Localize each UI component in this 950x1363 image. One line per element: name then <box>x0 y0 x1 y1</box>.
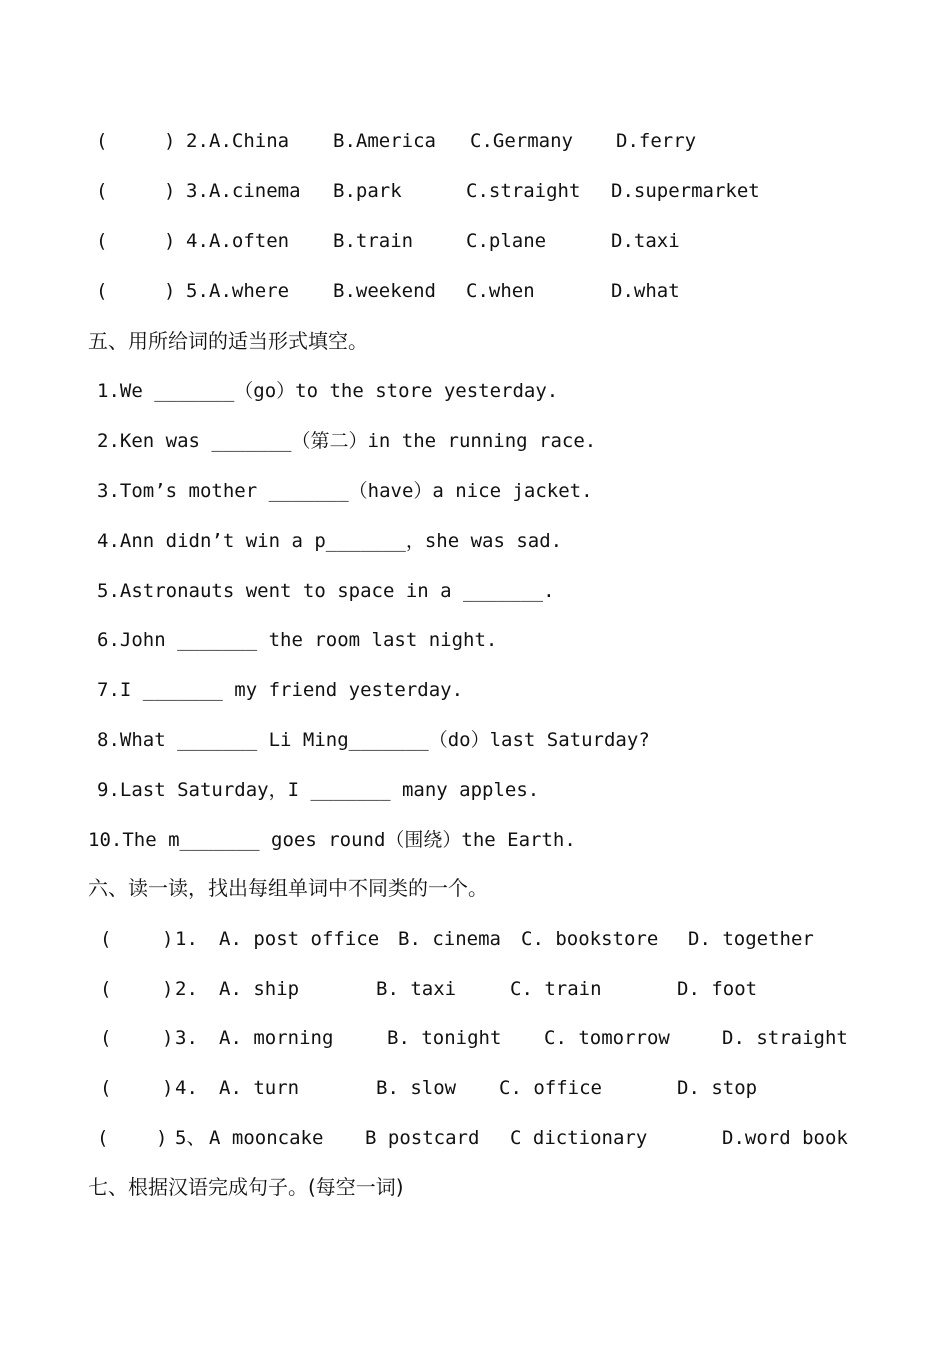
choice-row-4-2 <box>0 126 697 156</box>
answer-paren-close: ) <box>162 928 174 950</box>
fill-blank-item-8: 8.What _______ Li Ming_______（do）last Saturday? <box>97 729 650 751</box>
answer-paren-close: ) <box>156 1127 168 1149</box>
option-a: A.cinema <box>209 180 301 202</box>
answer-paren-close: ) <box>164 280 176 302</box>
fill-blank-item-4: 4.Ann didn’t win a p_______，she was sad. <box>97 530 563 552</box>
option-b: B. tonight <box>387 1027 502 1049</box>
option-b: B.train <box>333 230 414 252</box>
option-b: B. slow <box>376 1077 457 1099</box>
section-six-heading: 六、读一读，找出每组单词中不同类的一个。 <box>88 876 488 900</box>
option-a: A.where <box>209 280 290 302</box>
question-number: 5、 <box>175 1127 206 1149</box>
option-d: D. stop <box>677 1077 758 1099</box>
fill-blank-item-7: 7.I _______ my friend yesterday. <box>97 679 464 701</box>
option-c: C dictionary <box>510 1127 648 1149</box>
option-c: C.plane <box>466 230 547 252</box>
fill-blank-item-1: 1.We _______（go）to the store yesterday. <box>97 380 559 402</box>
answer-paren-close: ) <box>164 180 176 202</box>
answer-paren-close: ) <box>162 1027 174 1049</box>
answer-paren-open: ( <box>100 928 112 950</box>
fill-blank-item-3: 3.Tom’s mother _______（have）a nice jacket. <box>97 480 593 502</box>
option-a: A. morning <box>219 1027 334 1049</box>
option-b: B. taxi <box>376 978 457 1000</box>
option-d: D.supermarket <box>611 180 760 202</box>
option-c: C.Germany <box>470 130 573 152</box>
option-b: B.America <box>333 130 436 152</box>
odd-one-out-row-4 <box>0 1073 758 1103</box>
odd-one-out-row-5 <box>0 1123 848 1153</box>
option-d: D.what <box>611 280 680 302</box>
option-a: A.often <box>209 230 290 252</box>
answer-paren-close: ) <box>164 130 176 152</box>
option-a: A. ship <box>219 978 300 1000</box>
answer-paren-open: ( <box>96 230 108 252</box>
option-c: C. office <box>499 1077 602 1099</box>
section-five-heading: 五、用所给词的适当形式填空。 <box>88 329 368 353</box>
choice-row-4-4 <box>0 226 680 256</box>
fill-blank-item-6: 6.John _______ the room last night. <box>97 629 498 651</box>
option-b: B.park <box>333 180 402 202</box>
answer-paren-open: ( <box>100 1027 112 1049</box>
fill-blank-item-5: 5.Astronauts went to space in a _______. <box>97 580 555 602</box>
option-a: A.China <box>209 130 290 152</box>
question-number: 2. <box>175 978 198 1000</box>
answer-paren-open: ( <box>97 1127 109 1149</box>
answer-paren-close: ) <box>164 230 176 252</box>
fill-blank-item-10: 10.The m_______ goes round（围绕）the Earth. <box>88 829 576 851</box>
option-d: D. together <box>688 928 814 950</box>
odd-one-out-row-3 <box>0 1023 848 1053</box>
option-b: B. cinema <box>398 928 501 950</box>
option-c: C. bookstore <box>521 928 659 950</box>
question-number: 1. <box>175 928 198 950</box>
option-c: C.when <box>466 280 535 302</box>
odd-one-out-row-2 <box>0 974 758 1004</box>
option-b: B postcard <box>365 1127 480 1149</box>
answer-paren-open: ( <box>100 1077 112 1099</box>
option-b: B.weekend <box>333 280 436 302</box>
answer-paren-open: ( <box>96 180 108 202</box>
option-d: D.taxi <box>611 230 680 252</box>
option-d: D. straight <box>722 1027 848 1049</box>
option-c: C. tomorrow <box>544 1027 670 1049</box>
option-a: A mooncake <box>209 1127 324 1149</box>
answer-paren-close: ) <box>162 978 174 1000</box>
question-number: 2. <box>186 130 209 152</box>
option-c: C. train <box>510 978 602 1000</box>
section-seven-heading: 七、根据汉语完成句子。(每空一词) <box>88 1175 404 1199</box>
option-d: D. foot <box>677 978 758 1000</box>
option-a: A. post office <box>219 928 380 950</box>
option-c: C.straight <box>466 180 581 202</box>
question-number: 4. <box>175 1077 198 1099</box>
fill-blank-item-2: 2.Ken was _______（第二）in the running race. <box>97 430 597 452</box>
question-number: 5. <box>186 280 209 302</box>
choice-row-4-3 <box>0 176 760 206</box>
choice-row-4-5 <box>0 276 680 306</box>
option-a: A. turn <box>219 1077 300 1099</box>
answer-paren-open: ( <box>100 978 112 1000</box>
odd-one-out-row-1 <box>0 924 814 954</box>
answer-paren-close: ) <box>162 1077 174 1099</box>
answer-paren-open: ( <box>96 280 108 302</box>
question-number: 3. <box>186 180 209 202</box>
question-number: 3. <box>175 1027 198 1049</box>
question-number: 4. <box>186 230 209 252</box>
answer-paren-open: ( <box>96 130 108 152</box>
fill-blank-item-9: 9.Last Saturday，I _______ many apples. <box>97 779 540 801</box>
option-d: D.ferry <box>616 130 697 152</box>
option-d: D.word book <box>722 1127 848 1149</box>
